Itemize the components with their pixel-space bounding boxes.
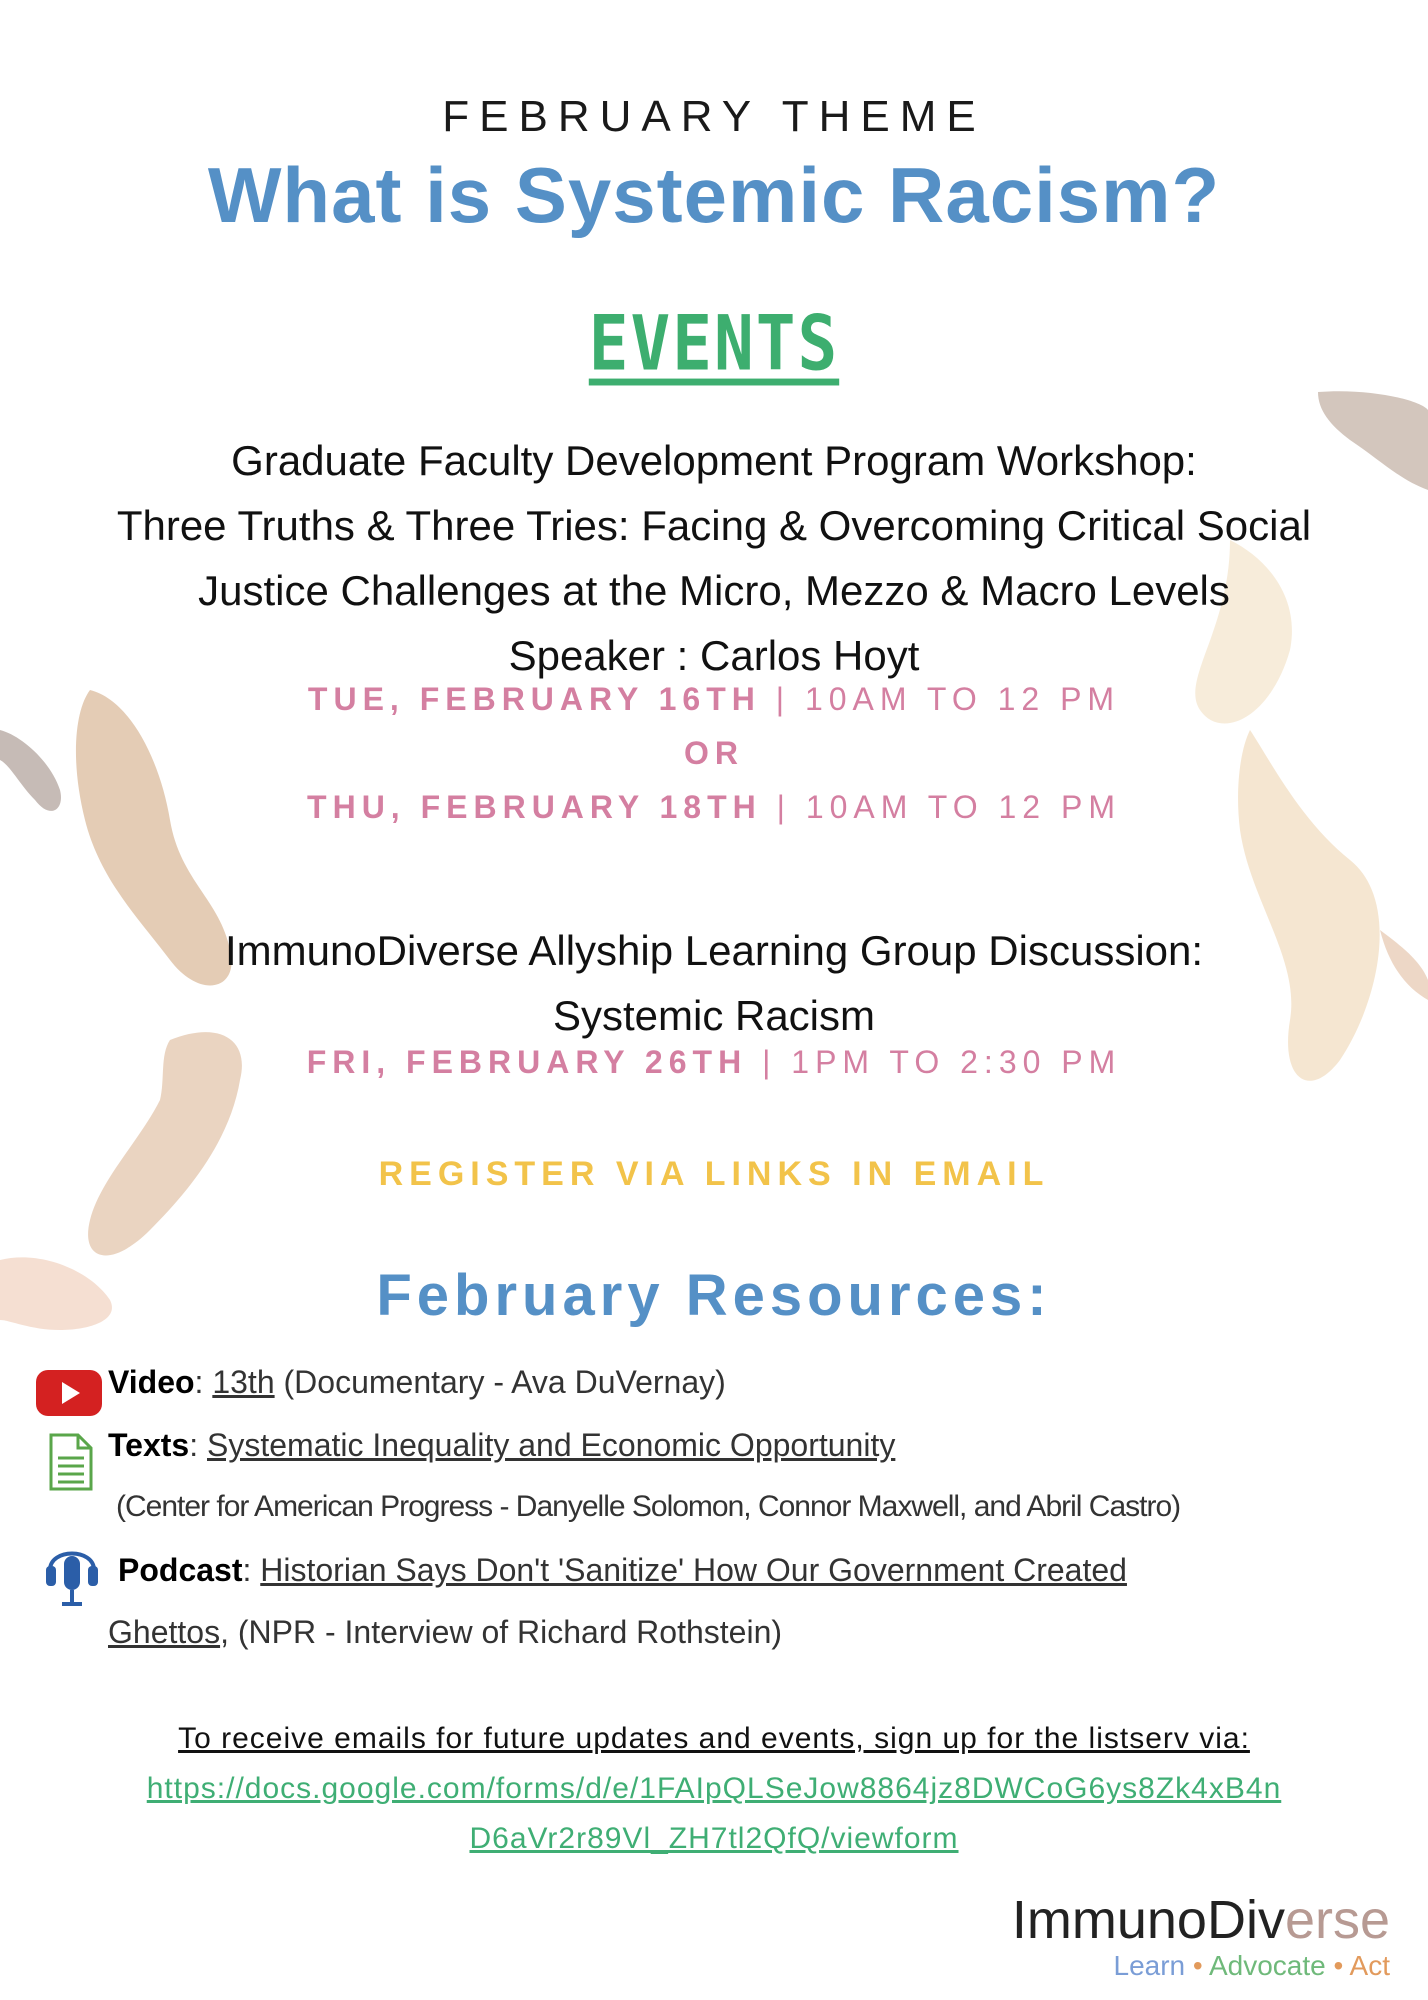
podcast-link-cont[interactable]: Ghettos (108, 1614, 221, 1650)
video-desc: (Documentary - Ava DuVernay) (274, 1364, 726, 1400)
event1-speaker: Speaker : Carlos Hoyt (508, 632, 920, 679)
date-time: 10AM TO 12 PM (804, 681, 1121, 717)
video-label: Video (108, 1364, 195, 1400)
date-time: 1PM TO 2:30 PM (791, 1044, 1122, 1080)
event1-or: OR (684, 735, 744, 771)
event1-line1: Graduate Faculty Development Program Workshop: (231, 437, 1197, 484)
event2-line2: Systemic Racism (552, 992, 876, 1039)
event2-title (0, 918, 1428, 1048)
resources-heading: February Resources: (376, 1263, 1052, 1328)
logo-tagline (1012, 1950, 1390, 1982)
logo-name-a: Immuno (1011, 1890, 1207, 1950)
event1-date1 (0, 681, 1428, 718)
tag-act: Act (1349, 1950, 1390, 1981)
page-title: What is Systemic Racism? (207, 151, 1221, 239)
signup-form-link-cont[interactable]: D6aVr2r89Vl_ZH7tl2QfQ/viewform (469, 1822, 959, 1855)
resource-video (108, 1364, 726, 1401)
event1-date2 (0, 789, 1428, 826)
colon: : (242, 1552, 261, 1588)
podcast-link[interactable]: Historian Says Don't 'Sanitize' How Our Government Created (260, 1552, 1127, 1588)
tag-dot: • (1325, 1950, 1350, 1981)
register-note: REGISTER VIA LINKS IN EMAIL (378, 1155, 1050, 1193)
theme-label: FEBRUARY THEME (442, 92, 986, 141)
event2-line1: ImmunoDiverse Allyship Learning Group Discussion: (224, 927, 1204, 974)
event1-title (0, 428, 1428, 688)
texts-label: Texts (108, 1427, 190, 1463)
resource-texts (108, 1427, 895, 1464)
listserv-signup-text: To receive emails for future updates and events, sign up for the listserv via: (178, 1722, 1250, 1755)
event2-date (0, 1044, 1428, 1081)
resource-podcast (118, 1552, 1127, 1589)
texts-desc: (Center for American Progress - Danyelle Solomon, Connor Maxwell, and Abril Castro) (116, 1490, 1181, 1523)
signup-form-link[interactable]: https://docs.google.com/forms/d/e/1FAIpQLSeJow8864jz8DWCoG6ys8Zk4xB4n (146, 1772, 1282, 1805)
colon: : (194, 1364, 213, 1400)
date-separator: | (761, 789, 806, 825)
event1-line3: Justice Challenges at the Micro, Mezzo & Macro Levels (198, 567, 1230, 614)
logo-name-c: erse (1284, 1890, 1390, 1950)
logo-name-b: Div (1206, 1890, 1285, 1950)
immunodiverse-logo (1012, 1890, 1390, 1982)
date-separator: | (747, 1044, 792, 1080)
resource-podcast-cont (108, 1614, 782, 1651)
tag-advocate: Advocate (1208, 1950, 1326, 1981)
date-separator: | (760, 681, 805, 717)
date-time: 10AM TO 12 PM (805, 789, 1121, 825)
date-day: FRI, FEBRUARY 26TH (306, 1044, 748, 1080)
date-day: THU, FEBRUARY 18TH (307, 789, 762, 825)
video-link[interactable]: 13th (212, 1364, 275, 1400)
document-icon (48, 1432, 94, 1492)
logo-name (1012, 1890, 1390, 1950)
colon: : (189, 1427, 207, 1463)
podcast-microphone-icon (44, 1536, 100, 1610)
tag-dot: • (1185, 1950, 1209, 1981)
tag-learn: Learn (1113, 1950, 1186, 1981)
podcast-label: Podcast (118, 1552, 243, 1588)
events-heading: EVENTS (588, 299, 840, 388)
podcast-desc: , (NPR - Interview of Richard Rothstein) (220, 1614, 783, 1650)
youtube-icon (36, 1370, 102, 1416)
event1-line2: Three Truths & Three Tries: Facing & Overcoming Critical Social (116, 502, 1312, 549)
date-day: TUE, FEBRUARY 16TH (307, 681, 761, 717)
texts-link[interactable]: Systematic Inequality and Economic Opportunity (207, 1427, 896, 1463)
